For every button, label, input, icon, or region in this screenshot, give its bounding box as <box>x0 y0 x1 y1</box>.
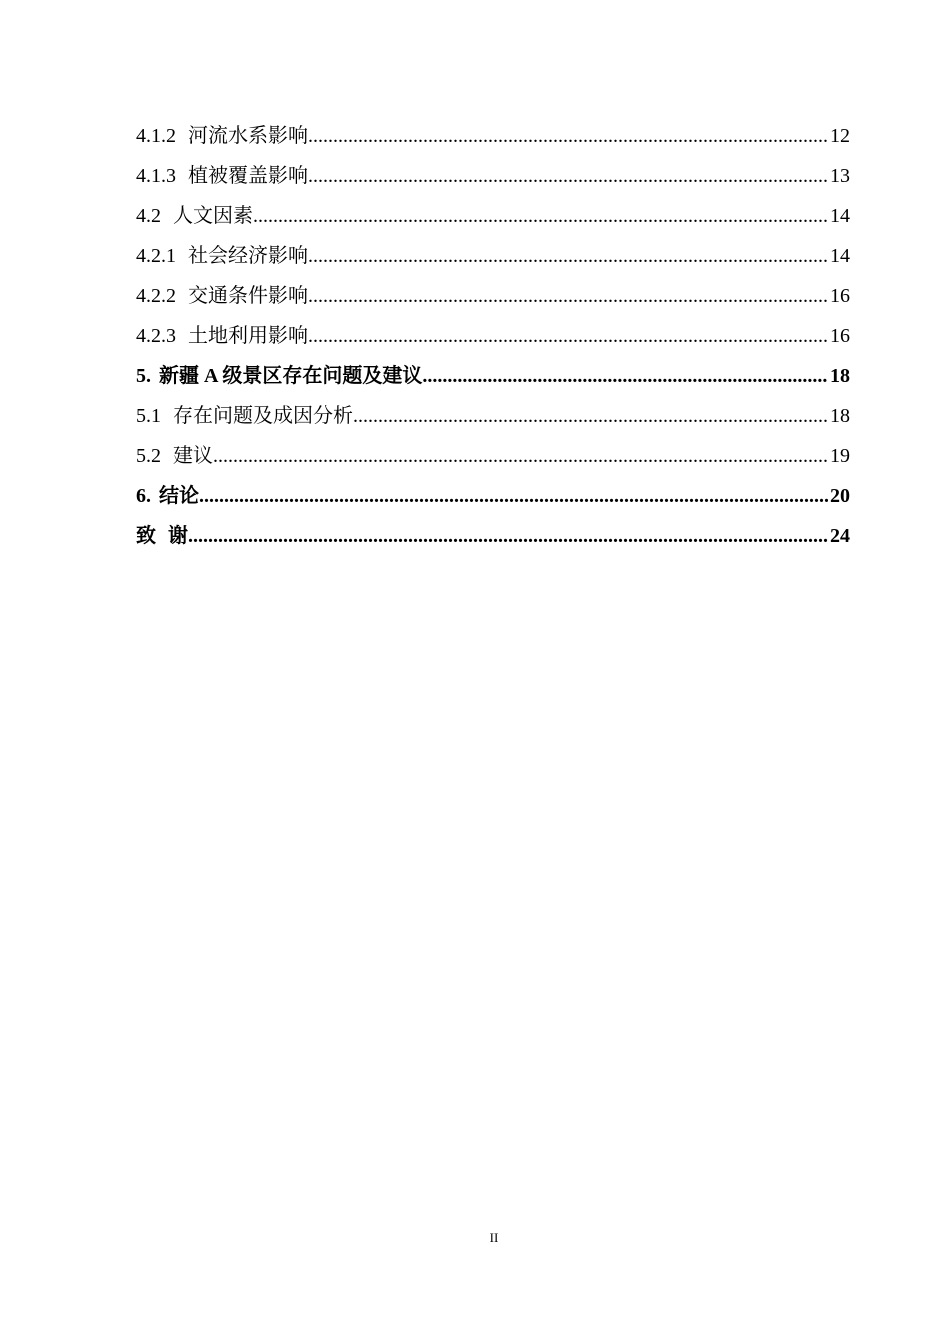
toc-entry-5[interactable] <box>136 356 850 396</box>
table-of-contents <box>136 116 850 556</box>
toc-dot-leader <box>308 276 828 316</box>
toc-dot-leader <box>213 436 828 476</box>
toc-entry-number: 4.2.1 <box>136 245 176 267</box>
toc-dot-leader <box>253 196 828 236</box>
toc-entry-page: 16 <box>830 325 850 347</box>
toc-entry-title: 建议 <box>173 445 213 467</box>
toc-dot-leader <box>308 236 828 276</box>
toc-dot-leader <box>353 396 828 436</box>
toc-entry-number: 致 <box>136 525 156 547</box>
toc-entry-number: 4.2.2 <box>136 285 176 307</box>
toc-entry-page: 18 <box>830 405 850 427</box>
toc-entry-title: 存在问题及成因分析 <box>173 405 353 427</box>
toc-dot-leader <box>199 476 828 516</box>
toc-entry-4-1-3[interactable] <box>136 156 850 196</box>
toc-entry-page: 19 <box>830 445 850 467</box>
toc-entry-4-1-2[interactable] <box>136 116 850 156</box>
toc-entry-number: 5.1 <box>136 405 161 427</box>
toc-entry-page: 13 <box>830 165 850 187</box>
toc-entry-4-2[interactable] <box>136 196 850 236</box>
toc-entry-number: 5. <box>136 365 151 387</box>
toc-entry-4-2-3[interactable] <box>136 316 850 356</box>
toc-entry-title: 土地利用影响 <box>188 325 308 347</box>
toc-entry-5-2[interactable] <box>136 436 850 476</box>
toc-entry-title: 交通条件影响 <box>188 285 308 307</box>
toc-dot-leader <box>308 116 828 156</box>
toc-entry-title: 结论 <box>159 485 199 507</box>
toc-entry-title: 谢 <box>168 525 188 547</box>
toc-entry-title: 人文因素 <box>173 205 253 227</box>
toc-entry-page: 20 <box>830 485 850 507</box>
toc-entry-6[interactable] <box>136 476 850 516</box>
toc-entry-page: 14 <box>830 245 850 267</box>
toc-entry-title: 新疆 A 级景区存在问题及建议 <box>159 365 423 387</box>
page-number: II <box>489 1230 499 1245</box>
toc-entry-number: 4.2 <box>136 205 161 227</box>
toc-entry-page: 12 <box>830 125 850 147</box>
toc-entry-number: 4.1.3 <box>136 165 176 187</box>
toc-entry-5-1[interactable] <box>136 396 850 436</box>
toc-entry-page: 24 <box>830 525 850 547</box>
toc-entry-number: 5.2 <box>136 445 161 467</box>
toc-entry-number: 4.2.3 <box>136 325 176 347</box>
toc-dot-leader <box>422 356 828 396</box>
toc-entry-title: 植被覆盖影响 <box>188 165 308 187</box>
toc-entry-page: 18 <box>830 365 850 387</box>
toc-dot-leader <box>308 156 828 196</box>
toc-entry-title: 社会经济影响 <box>188 245 308 267</box>
toc-entry-4-2-1[interactable] <box>136 236 850 276</box>
toc-dot-leader <box>188 516 828 556</box>
toc-entry-page: 14 <box>830 205 850 227</box>
toc-entry-page: 16 <box>830 285 850 307</box>
toc-dot-leader <box>308 316 828 356</box>
toc-entry-title: 河流水系影响 <box>188 125 308 147</box>
toc-entry-number: 4.1.2 <box>136 125 176 147</box>
toc-entry-number: 6. <box>136 485 151 507</box>
toc-entry-acknowledgements[interactable] <box>136 516 850 556</box>
toc-entry-4-2-2[interactable] <box>136 276 850 316</box>
